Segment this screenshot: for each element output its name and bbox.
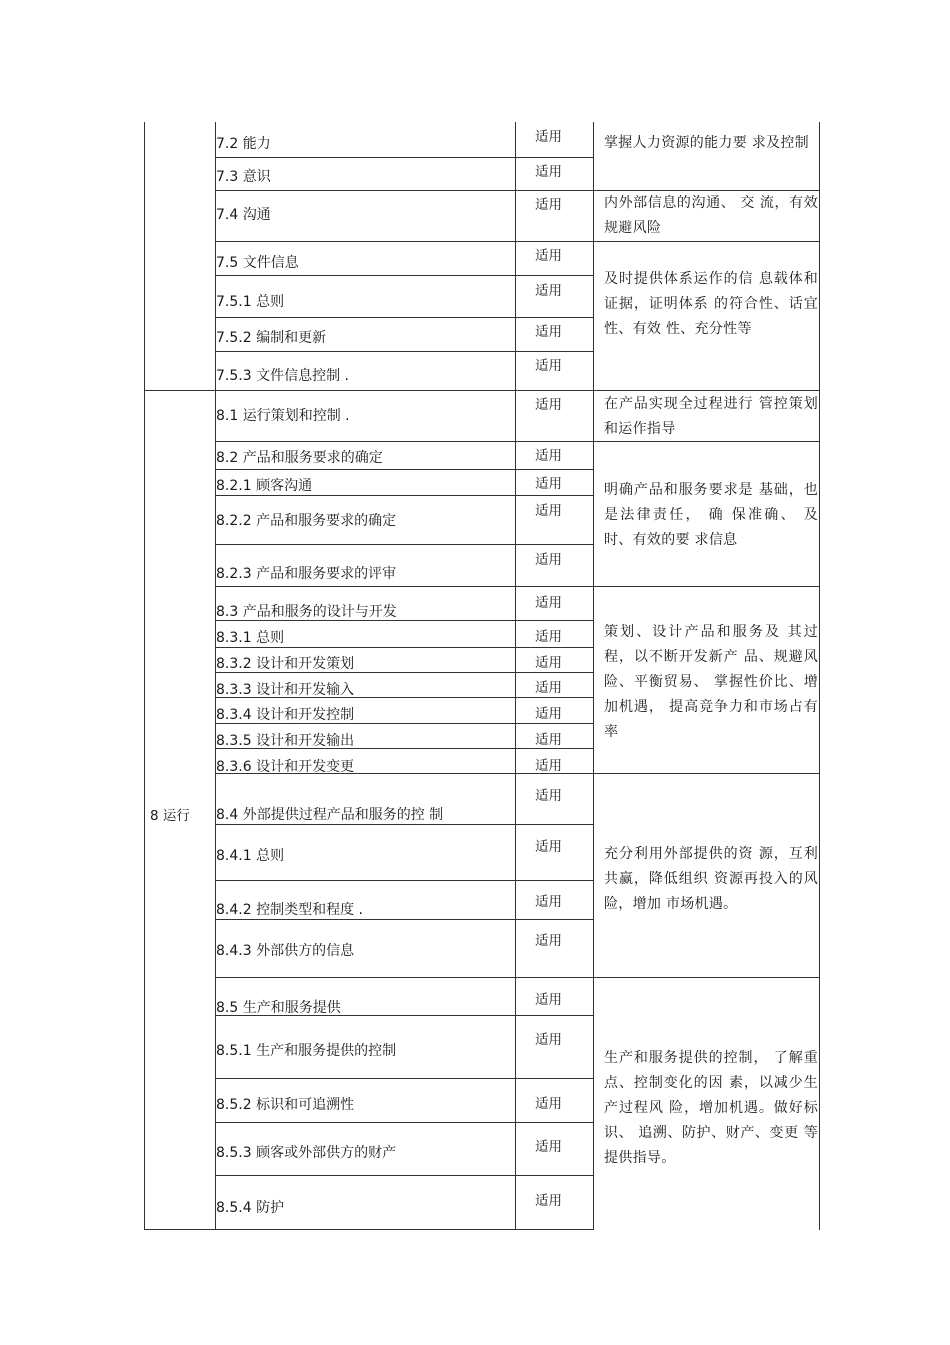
group-divider <box>215 586 819 587</box>
item-cell: 8.1 运行策划和控制 . <box>216 408 350 424</box>
item-column-border <box>515 122 516 1230</box>
item-cell: 8.2.2 产品和服务要求的确定 <box>216 513 397 529</box>
item-cell: 8.3 产品和服务的设计与开发 <box>216 604 397 620</box>
applicability-cell: 适用 <box>535 1139 562 1155</box>
item-cell: 7.3 意识 <box>216 169 271 185</box>
row-divider <box>215 1122 593 1123</box>
group-divider <box>215 977 819 978</box>
section-column-border <box>215 122 216 1230</box>
item-cell: 8.5.3 顾客或外部供方的财产 <box>216 1145 397 1161</box>
item-cell: 8.3.6 设计和开发变更 <box>216 759 355 775</box>
row-divider <box>215 647 593 648</box>
table-right-border <box>819 122 820 1230</box>
applicability-cell: 适用 <box>535 933 562 949</box>
row-divider <box>215 824 593 825</box>
description-cell: 及时提供体系运作的信 息载体和证据，证明体系 的符合性、话宜性、有效 性、充分性等 <box>604 271 818 337</box>
item-cell: 8.3.5 设计和开发输出 <box>216 733 355 749</box>
section-divider <box>144 390 819 391</box>
row-divider <box>215 1175 593 1176</box>
description-cell: 在产品实现全过程进行 管控策划和运作指导 <box>604 396 818 437</box>
group-divider <box>215 241 819 242</box>
item-cell: 7.5.3 文件信息控制 . <box>216 368 349 384</box>
table-left-border <box>144 122 145 1230</box>
applicability-cell: 适用 <box>535 706 562 722</box>
applicability-cell: 适用 <box>535 680 562 696</box>
applicability-cell: 适用 <box>535 758 562 774</box>
applicability-cell: 适用 <box>535 1032 562 1048</box>
item-cell: 8.5.4 防护 <box>216 1200 285 1216</box>
item-cell: 7.5.1 总则 <box>216 294 285 310</box>
item-cell: 8.4.1 总则 <box>216 848 285 864</box>
row-divider <box>215 919 593 920</box>
applicability-cell: 适用 <box>535 358 562 374</box>
applicability-cell: 适用 <box>535 397 562 413</box>
applicability-cell: 适用 <box>535 164 562 180</box>
applicability-cell: 适用 <box>535 503 562 519</box>
description-cell: 内外部信息的沟通、 交 流，有效规避风险 <box>604 195 818 236</box>
applicability-cell: 适用 <box>535 324 562 340</box>
row-divider <box>215 880 593 881</box>
row-divider <box>215 495 593 496</box>
item-cell: 8.3.2 设计和开发策划 <box>216 656 355 672</box>
applicability-cell: 适用 <box>535 129 562 145</box>
applicability-cell: 适用 <box>535 1096 562 1112</box>
description-cell: 充分利用外部提供的资 源，互利共赢，降低组织 资源再投入的风险，增加 市场机遇。 <box>604 846 818 912</box>
item-cell: 8.4 外部提供过程产品和服务的控 制 <box>216 807 444 823</box>
row-divider <box>215 544 593 545</box>
applicability-cell: 适用 <box>535 476 562 492</box>
description-cell: 策划、设计产品和服务及 其过程，以不断开发新产 品、规避风险、平衡贸易、 掌握性价比、增加机遇， 提高竞争力和市场占有 率 <box>604 624 818 740</box>
row-divider <box>215 1078 593 1079</box>
item-cell: 8.4.2 控制类型和程度 . <box>216 902 363 918</box>
row-divider <box>215 723 593 724</box>
applicability-cell: 适用 <box>535 732 562 748</box>
row-divider <box>215 351 593 352</box>
item-cell: 7.4 沟通 <box>216 207 271 223</box>
applicability-cell: 适用 <box>535 894 562 910</box>
row-divider <box>215 469 593 470</box>
row-divider <box>215 157 593 158</box>
item-cell: 8.2.1 顾客沟通 <box>216 478 313 494</box>
applicability-cell: 适用 <box>535 448 562 464</box>
item-cell: 8.3.1 总则 <box>216 630 285 646</box>
row-divider <box>215 620 593 621</box>
item-cell: 8.4.3 外部供方的信息 <box>216 943 355 959</box>
section-label: 8 运行 <box>150 808 190 824</box>
item-cell: 8.3.4 设计和开发控制 <box>216 707 355 723</box>
item-cell: 8.5.2 标识和可追溯性 <box>216 1097 355 1113</box>
applicability-cell: 适用 <box>535 655 562 671</box>
applicability-cell: 适用 <box>535 197 562 213</box>
applicability-cell: 适用 <box>535 839 562 855</box>
description-cell: 掌握人力资源的能力要 求及控制 <box>604 135 809 151</box>
applicability-cell: 适用 <box>535 629 562 645</box>
item-cell: 7.5.2 编制和更新 <box>216 330 327 346</box>
table-bottom-border <box>144 1229 593 1230</box>
row-divider <box>215 275 593 276</box>
item-cell: 8.5 生产和服务提供 <box>216 1000 341 1016</box>
applicability-cell: 适用 <box>535 788 562 804</box>
item-cell: 8.2.3 产品和服务要求的评审 <box>216 566 397 582</box>
applicability-column-border <box>593 122 594 1230</box>
item-cell: 8.3.3 设计和开发输入 <box>216 682 355 698</box>
description-cell: 明确产品和服务要求是 基础，也是法律责任， 确 保准确、 及时、有效的要 求信息 <box>604 482 818 548</box>
item-cell: 7.2 能力 <box>216 136 271 152</box>
applicability-cell: 适用 <box>535 992 562 1008</box>
row-divider <box>215 672 593 673</box>
applicability-cell: 适用 <box>535 1193 562 1209</box>
row-divider <box>215 317 593 318</box>
description-cell: 生产和服务提供的控制， 了解重点、控制变化的因 素，以减少生产过程风 险，增加机遇。做好标识、 追溯、防护、财产、变更 等提供指导。 <box>604 1050 818 1166</box>
applicability-cell: 适用 <box>535 552 562 568</box>
applicability-cell: 适用 <box>535 283 562 299</box>
applicability-cell: 适用 <box>535 248 562 264</box>
item-cell: 8.2 产品和服务要求的确定 <box>216 450 383 466</box>
item-cell: 8.5.1 生产和服务提供的控制 <box>216 1043 397 1059</box>
applicability-cell: 适用 <box>535 595 562 611</box>
item-cell: 7.5 文件信息 <box>216 255 299 271</box>
